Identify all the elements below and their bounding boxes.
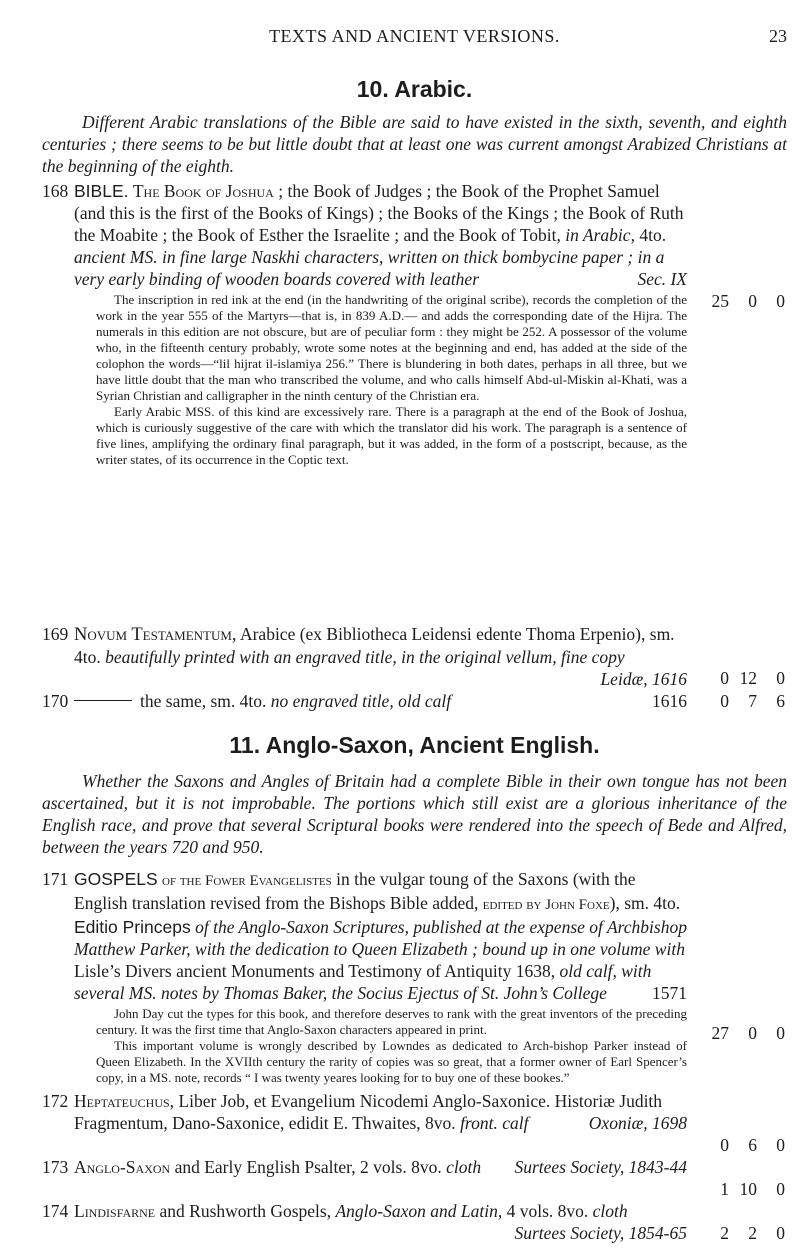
price-shillings: 2	[748, 1223, 757, 1243]
section-intro-anglo-saxon: Whether the Saxons and Angles of Britain had a complete Bible in their own tongue has not been ascertained, but it is not improbable. The portions which still exist are a glorious inheritance of the English race, and prove that several Scriptural books were rendered into the speech of Bede and Alfred, between the years 720 and 950.	[42, 771, 787, 857]
entry-text: Arabice (ex Bibliotheca Leidensi edente Thoma Erpenio), sm. 4to.	[74, 624, 675, 667]
section-heading-anglo-saxon: 11. Anglo-Saxon, Ancient English.	[229, 732, 600, 758]
price-shillings: 10	[739, 1179, 757, 1199]
lot-number: 172	[42, 1091, 69, 1111]
entry-date: 1571	[652, 983, 687, 1003]
catalogue-entry-172	[42, 1090, 787, 1155]
entry-description: cloth	[446, 1157, 482, 1177]
price-pence: 6	[776, 691, 785, 711]
lot-number: 170	[42, 691, 69, 711]
lot-number: 171	[42, 869, 69, 889]
note-paragraph: Early Arabic MSS. of this kind are excessively rare. There is a paragraph at the end of the Book of Joshua, which is curiously suggestive of the care with which the translator did his work. The paragraph is a sentence of five lines, amplifying the ordinary final paragraph, but it was added, in the form of a postscript, because, as the writer states, of its occurrence in the Coptic text.	[96, 404, 687, 467]
page-number: 23	[769, 26, 787, 46]
entry-note	[96, 292, 687, 468]
price-pounds: 1	[720, 1179, 729, 1199]
price-pounds: 0	[720, 1135, 729, 1155]
price-shillings: 0	[748, 291, 757, 311]
catalogue-entry-170	[42, 690, 787, 712]
price-pence: 0	[776, 1223, 785, 1243]
lot-number: 168	[42, 181, 69, 201]
entry-text: in the vulgar toung of the Saxons (with the English translation revised from the Bishops Bible added,	[74, 869, 636, 913]
entry-heading: Novum Testamentum,	[74, 625, 237, 645]
price-pence: 0	[776, 1023, 785, 1043]
catalogue-entry-168	[42, 180, 787, 468]
price-pounds: 27	[711, 1023, 729, 1043]
entry-heading: Heptateuchus,	[74, 1091, 175, 1111]
entry-date: Surtees Society, 1843-44	[514, 1157, 687, 1177]
section-intro-arabic: Different Arabic translations of the Bible are said to have existed in the sixth, seventh, and eighth centuries ; there seems to be but little doubt that at least one was current amongst Arabized Christians at the beginning of the eighth.	[42, 112, 787, 176]
entry-lead: of the Fower Evangelistes	[162, 873, 332, 889]
ditto-dash	[74, 700, 132, 701]
note-paragraph: The inscription in red ink at the end (in the handwriting of the original scribe), records the completion of the work in the year 555 of the Martyrs—that is, in 839 A.D.— and adds the corresponding date of the Hijra. The numerals in this edition are not obscure, but are of peculiar form : they might be 252. A possessor of the volume who, in the fifteenth century probably, wrote some notes at the beginning and end, has added at the side of the colophon the words—“lil hijrat il-islamiya 256.” There is blundering in both dates, perhaps in all three, but we have little doubt that the man who transcribed the volume, and who calls himself Abd-ul-Miskin al-Khati, was a Syrian Christian and calligrapher in the ninth century of the Christian era.	[96, 292, 687, 403]
entry-description: old calf, with several MS. notes by Thomas Baker, the Socius Ejectus of St. John’s College	[74, 961, 652, 1003]
entry-edition: Editio Princeps	[74, 917, 191, 937]
entry-note	[96, 1006, 687, 1086]
entry-description: beautifully printed with an engraved title, in the original vellum, fine copy	[105, 647, 625, 667]
catalogue-entry-173	[42, 1156, 787, 1199]
entry-text: Liber Job, et Evangelium Nicodemi Anglo-Saxonice. Historiæ Judith Fragmentum, Dano-Saxonice, edidit E. Thwaites, 8vo.	[74, 1091, 663, 1133]
entry-heading: Anglo-Saxon	[74, 1157, 171, 1177]
entry-editor: edited by John Foxe	[482, 897, 610, 913]
lot-number: 169	[42, 624, 69, 644]
note-paragraph: John Day cut the types for this book, and therefore deserves to rank with the great inventors of the preceding century. It was the first time that Anglo-Saxon characters appeared in print.	[96, 1006, 687, 1037]
entry-description: ancient MS. in fine large Naskhi characters, written on thick bombycine paper ; in a very early binding of wooden boards covered with leather	[74, 247, 665, 289]
entry-description: in Arabic,	[565, 225, 635, 245]
price-shillings: 12	[739, 668, 757, 688]
price-shillings: 0	[748, 1023, 757, 1043]
price-shillings: 6	[748, 1135, 757, 1155]
entry-text: ; the Book of Judges ; the Book of the Prophet Samuel (and this is the first of the Books of Kings) ; the Books of the Kings ; the Book of Ruth the Moabite ; the Book of Esther the Israelite ; and the Book of Tobit,	[74, 181, 684, 245]
price-pence: 0	[776, 1135, 785, 1155]
entry-description: no engraved title, old calf	[270, 691, 452, 711]
entry-date: Surtees Society, 1854-65	[514, 1223, 687, 1243]
entry-date: Leidæ, 1616	[600, 669, 687, 689]
entry-heading: GOSPELS	[74, 869, 158, 889]
price-pounds: 25	[711, 291, 729, 311]
running-title: TEXTS AND ANCIENT VERSIONS.	[269, 26, 560, 46]
entry-text: and Early English Psalter, 2 vols. 8vo.	[170, 1157, 447, 1177]
running-header	[42, 26, 787, 48]
entry-heading: Lindisfarne	[74, 1201, 156, 1221]
entry-description: of the Anglo-Saxon Scriptures, published at the expense of Archbishop Matthew Parker, with the dedication to Queen Elizabeth ; bound up in one volume with	[74, 917, 687, 959]
entry-text: and Rushworth Gospels,	[155, 1201, 336, 1221]
price-pounds: 0	[720, 668, 729, 688]
entry-lead: The Book of Joshua	[132, 181, 274, 201]
catalogue-entry-174	[42, 1200, 787, 1244]
entry-text: the same, sm. 4to.	[140, 691, 271, 711]
entry-date: Sec. IX	[637, 269, 687, 289]
entry-description: cloth	[592, 1201, 628, 1221]
entry-description: front. calf	[460, 1113, 529, 1133]
catalogue-entry-169	[42, 623, 787, 690]
price-pounds: 2	[720, 1223, 729, 1243]
entry-text: 4 vols. 8vo.	[502, 1201, 593, 1221]
entry-text: Lisle’s Divers ancient Monuments and Testimony of Antiquity 1638,	[74, 961, 560, 981]
lot-number: 173	[42, 1157, 69, 1177]
price-pence: 0	[776, 1179, 785, 1199]
entry-date: Oxoniæ, 1698	[588, 1113, 687, 1133]
price-pence: 0	[776, 668, 785, 688]
entry-date: 1616	[652, 691, 687, 711]
price-shillings: 7	[748, 691, 757, 711]
price-pence: 0	[776, 291, 785, 311]
entry-heading: BIBLE.	[74, 181, 129, 201]
note-paragraph: This important volume is wrongly described by Lowndes as dedicated to Arch-bishop Parker instead of Queen Elizabeth. In the XVIIth century the rarity of copies was so great, that a former owner of Earl Spencer’s copy, in a MS. note, records “ I was twenty yeares looking for to buy one of these bookes.”	[96, 1038, 687, 1085]
entry-text: 4to.	[634, 225, 667, 245]
entry-description: Anglo-Saxon and Latin,	[335, 1201, 503, 1221]
price-pounds: 0	[720, 691, 729, 711]
entry-text: ), sm. 4to.	[609, 893, 681, 913]
catalogue-entry-171	[42, 868, 787, 1086]
lot-number: 174	[42, 1201, 69, 1221]
section-heading-arabic: 10. Arabic.	[356, 76, 473, 102]
